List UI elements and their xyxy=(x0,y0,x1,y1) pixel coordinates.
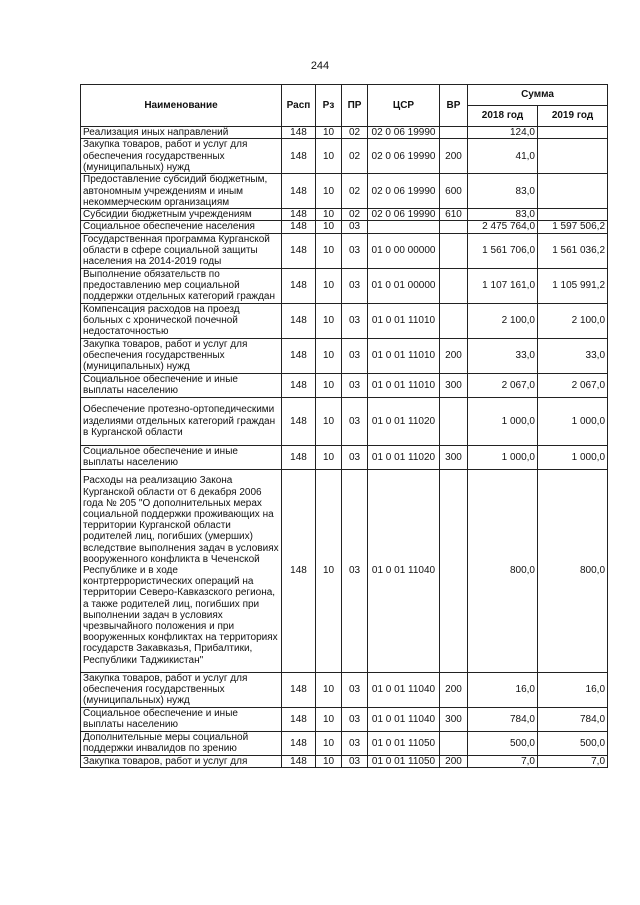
row-rz-cell: 10 xyxy=(316,672,342,707)
row-rasp-cell: 148 xyxy=(282,221,316,233)
row-csr-cell: 02 0 06 19990 xyxy=(368,209,440,221)
row-rasp-cell: 148 xyxy=(282,174,316,209)
row-name-cell: Закупка товаров, работ и услуг для обеспечения государственных (муниципальных) нужд xyxy=(81,672,282,707)
row-name-cell: Социальное обеспечение населения xyxy=(81,221,282,233)
row-name-cell: Закупка товаров, работ и услуг для обеспечения государственных (муниципальных) нужд xyxy=(81,338,282,373)
row-name-cell: Субсидии бюджетным учреждениям xyxy=(81,209,282,221)
row-sum-2018-cell: 784,0 xyxy=(468,707,538,731)
table-row xyxy=(81,755,608,767)
header-rasp: Расп xyxy=(282,85,316,127)
row-sum-2018-cell: 500,0 xyxy=(468,731,538,755)
row-csr-cell: 01 0 01 11010 xyxy=(368,338,440,373)
row-rz-cell: 10 xyxy=(316,397,342,445)
row-vr-cell xyxy=(440,233,468,268)
row-sum-2018-cell: 1 561 706,0 xyxy=(468,233,538,268)
row-pr-cell: 03 xyxy=(342,672,368,707)
row-vr-cell: 200 xyxy=(440,139,468,174)
row-name-cell: Выполнение обязательств по предоставлению мер социальной поддержки отдельных категорий граждан xyxy=(81,268,282,303)
row-rasp-cell: 148 xyxy=(282,127,316,139)
row-csr-cell: 02 0 06 19990 xyxy=(368,139,440,174)
table-row xyxy=(81,469,608,672)
row-sum-2018-cell: 16,0 xyxy=(468,672,538,707)
row-sum-2018-cell: 124,0 xyxy=(468,127,538,139)
row-sum-2019-cell: 1 597 506,2 xyxy=(538,221,608,233)
row-rasp-cell: 148 xyxy=(282,209,316,221)
row-csr-cell: 01 0 01 11050 xyxy=(368,731,440,755)
row-sum-2018-cell: 41,0 xyxy=(468,139,538,174)
row-csr-cell: 01 0 01 00000 xyxy=(368,268,440,303)
row-sum-2019-cell: 1 561 036,2 xyxy=(538,233,608,268)
row-pr-cell: 03 xyxy=(342,469,368,672)
header-name: Наименование xyxy=(81,85,282,127)
row-sum-2019-cell xyxy=(538,174,608,209)
row-name-cell: Обеспечение протезно-ортопедическими изделиями отдельных категорий граждан в Курганской области xyxy=(81,397,282,445)
row-sum-2018-cell: 800,0 xyxy=(468,469,538,672)
row-rz-cell: 10 xyxy=(316,469,342,672)
table-row xyxy=(81,338,608,373)
row-rz-cell: 10 xyxy=(316,303,342,338)
row-rasp-cell: 148 xyxy=(282,373,316,397)
row-rasp-cell: 148 xyxy=(282,731,316,755)
row-vr-cell xyxy=(440,221,468,233)
row-name-cell: Социальное обеспечение и иные выплаты населению xyxy=(81,445,282,469)
row-rz-cell: 10 xyxy=(316,174,342,209)
row-sum-2019-cell: 1 105 991,2 xyxy=(538,268,608,303)
header-year-2019: 2019 год xyxy=(538,106,608,127)
row-sum-2019-cell: 2 100,0 xyxy=(538,303,608,338)
table-row xyxy=(81,373,608,397)
row-rasp-cell: 148 xyxy=(282,445,316,469)
row-rasp-cell: 148 xyxy=(282,139,316,174)
row-vr-cell xyxy=(440,303,468,338)
row-csr-cell: 01 0 00 00000 xyxy=(368,233,440,268)
row-vr-cell: 300 xyxy=(440,707,468,731)
row-sum-2019-cell: 33,0 xyxy=(538,338,608,373)
row-rz-cell: 10 xyxy=(316,233,342,268)
header-year-2018: 2018 год xyxy=(468,106,538,127)
row-vr-cell xyxy=(440,397,468,445)
header-vr: ВР xyxy=(440,85,468,127)
row-pr-cell: 03 xyxy=(342,233,368,268)
row-sum-2019-cell xyxy=(538,127,608,139)
row-sum-2019-cell: 16,0 xyxy=(538,672,608,707)
row-vr-cell: 610 xyxy=(440,209,468,221)
row-pr-cell: 03 xyxy=(342,268,368,303)
row-pr-cell: 03 xyxy=(342,707,368,731)
row-csr-cell: 01 0 01 11020 xyxy=(368,397,440,445)
row-rz-cell: 10 xyxy=(316,445,342,469)
table-row xyxy=(81,127,608,139)
row-sum-2018-cell: 1 000,0 xyxy=(468,397,538,445)
row-vr-cell: 200 xyxy=(440,672,468,707)
row-rz-cell: 10 xyxy=(316,707,342,731)
row-name-cell: Социальное обеспечение и иные выплаты населению xyxy=(81,373,282,397)
row-pr-cell: 03 xyxy=(342,755,368,767)
row-sum-2019-cell: 784,0 xyxy=(538,707,608,731)
row-csr-cell: 01 0 01 11010 xyxy=(368,373,440,397)
row-csr-cell: 01 0 01 11040 xyxy=(368,469,440,672)
row-name-cell: Расходы на реализацию Закона Курганской области от 6 декабря 2006 года № 205 "О дополнительных мерах социальной поддержки проживающих на территории Курганской области родителей лиц, погибших (умерших) вследствие выполнения задач в условиях вооруженного конфликта в Чеченской Республике и в ходе контртеррористических операций на территории Северо-Кавказского региона, а также родителей лиц, погибших при выполнении задач в условиях чрезвычайного положения и при вооруженных конфликтах на территориях государств Закавказья, Прибалтики, Республики Таджикистан" xyxy=(81,469,282,672)
table-body xyxy=(81,127,608,768)
row-csr-cell: 01 0 01 11020 xyxy=(368,445,440,469)
row-pr-cell: 03 xyxy=(342,731,368,755)
row-vr-cell xyxy=(440,469,468,672)
row-rz-cell: 10 xyxy=(316,731,342,755)
header-pr: ПР xyxy=(342,85,368,127)
row-name-cell: Закупка товаров, работ и услуг для xyxy=(81,755,282,767)
row-sum-2019-cell xyxy=(538,209,608,221)
row-name-cell: Социальное обеспечение и иные выплаты населению xyxy=(81,707,282,731)
row-vr-cell: 200 xyxy=(440,338,468,373)
row-sum-2019-cell: 7,0 xyxy=(538,755,608,767)
row-pr-cell: 02 xyxy=(342,139,368,174)
row-rasp-cell: 148 xyxy=(282,303,316,338)
row-rasp-cell: 148 xyxy=(282,233,316,268)
row-csr-cell: 01 0 01 11040 xyxy=(368,707,440,731)
row-pr-cell: 02 xyxy=(342,209,368,221)
row-pr-cell: 03 xyxy=(342,221,368,233)
row-name-cell: Закупка товаров, работ и услуг для обеспечения государственных (муниципальных) нужд xyxy=(81,139,282,174)
row-rz-cell: 10 xyxy=(316,755,342,767)
row-rz-cell: 10 xyxy=(316,127,342,139)
row-rz-cell: 10 xyxy=(316,338,342,373)
row-rasp-cell: 148 xyxy=(282,672,316,707)
row-sum-2019-cell: 2 067,0 xyxy=(538,373,608,397)
row-csr-cell: 01 0 01 11010 xyxy=(368,303,440,338)
row-csr-cell: 01 0 01 11040 xyxy=(368,672,440,707)
row-csr-cell: 01 0 01 11050 xyxy=(368,755,440,767)
row-sum-2018-cell: 1 107 161,0 xyxy=(468,268,538,303)
row-name-cell: Реализация иных направлений xyxy=(81,127,282,139)
table-row xyxy=(81,303,608,338)
table-row xyxy=(81,209,608,221)
row-vr-cell: 300 xyxy=(440,373,468,397)
row-rz-cell: 10 xyxy=(316,373,342,397)
table-row xyxy=(81,672,608,707)
row-sum-2018-cell: 2 067,0 xyxy=(468,373,538,397)
budget-table xyxy=(80,84,608,768)
row-sum-2018-cell: 7,0 xyxy=(468,755,538,767)
row-rz-cell: 10 xyxy=(316,139,342,174)
row-sum-2018-cell: 33,0 xyxy=(468,338,538,373)
row-pr-cell: 03 xyxy=(342,338,368,373)
row-sum-2018-cell: 2 475 764,0 xyxy=(468,221,538,233)
row-name-cell: Государственная программа Курганской области в сфере социальной защиты населения на 2014-2019 годы xyxy=(81,233,282,268)
row-pr-cell: 03 xyxy=(342,303,368,338)
row-sum-2018-cell: 83,0 xyxy=(468,174,538,209)
row-vr-cell: 300 xyxy=(440,445,468,469)
table-row xyxy=(81,221,608,233)
row-sum-2018-cell: 2 100,0 xyxy=(468,303,538,338)
row-sum-2019-cell: 1 000,0 xyxy=(538,445,608,469)
table-row xyxy=(81,139,608,174)
row-csr-cell: 02 0 06 19990 xyxy=(368,127,440,139)
row-rz-cell: 10 xyxy=(316,209,342,221)
row-rz-cell: 10 xyxy=(316,221,342,233)
row-vr-cell xyxy=(440,127,468,139)
row-name-cell: Компенсация расходов на проезд больных с хронической почечной недостаточностью xyxy=(81,303,282,338)
row-sum-2019-cell: 1 000,0 xyxy=(538,397,608,445)
row-sum-2018-cell: 1 000,0 xyxy=(468,445,538,469)
row-vr-cell: 600 xyxy=(440,174,468,209)
table-row xyxy=(81,445,608,469)
row-sum-2018-cell: 83,0 xyxy=(468,209,538,221)
row-name-cell: Предоставление субсидий бюджетным, автономным учреждениям и иным некоммерческим организациям xyxy=(81,174,282,209)
row-rasp-cell: 148 xyxy=(282,338,316,373)
table-row xyxy=(81,397,608,445)
row-pr-cell: 03 xyxy=(342,373,368,397)
row-vr-cell xyxy=(440,731,468,755)
row-vr-cell: 200 xyxy=(440,755,468,767)
row-pr-cell: 02 xyxy=(342,127,368,139)
row-rasp-cell: 148 xyxy=(282,469,316,672)
table-row xyxy=(81,707,608,731)
row-rasp-cell: 148 xyxy=(282,707,316,731)
header-sum: Сумма xyxy=(468,85,608,106)
row-csr-cell: 02 0 06 19990 xyxy=(368,174,440,209)
row-sum-2019-cell: 800,0 xyxy=(538,469,608,672)
table-row xyxy=(81,174,608,209)
header-rz: Рз xyxy=(316,85,342,127)
row-pr-cell: 02 xyxy=(342,174,368,209)
header-csr: ЦСР xyxy=(368,85,440,127)
table-row xyxy=(81,731,608,755)
row-vr-cell xyxy=(440,268,468,303)
row-rasp-cell: 148 xyxy=(282,268,316,303)
table-row xyxy=(81,233,608,268)
table-row xyxy=(81,268,608,303)
row-sum-2019-cell: 500,0 xyxy=(538,731,608,755)
row-rasp-cell: 148 xyxy=(282,755,316,767)
row-rz-cell: 10 xyxy=(316,268,342,303)
row-pr-cell: 03 xyxy=(342,397,368,445)
row-sum-2019-cell xyxy=(538,139,608,174)
page-number: 244 xyxy=(310,60,330,72)
row-csr-cell xyxy=(368,221,440,233)
row-pr-cell: 03 xyxy=(342,445,368,469)
row-rasp-cell: 148 xyxy=(282,397,316,445)
row-name-cell: Дополнительные меры социальной поддержки инвалидов по зрению xyxy=(81,731,282,755)
